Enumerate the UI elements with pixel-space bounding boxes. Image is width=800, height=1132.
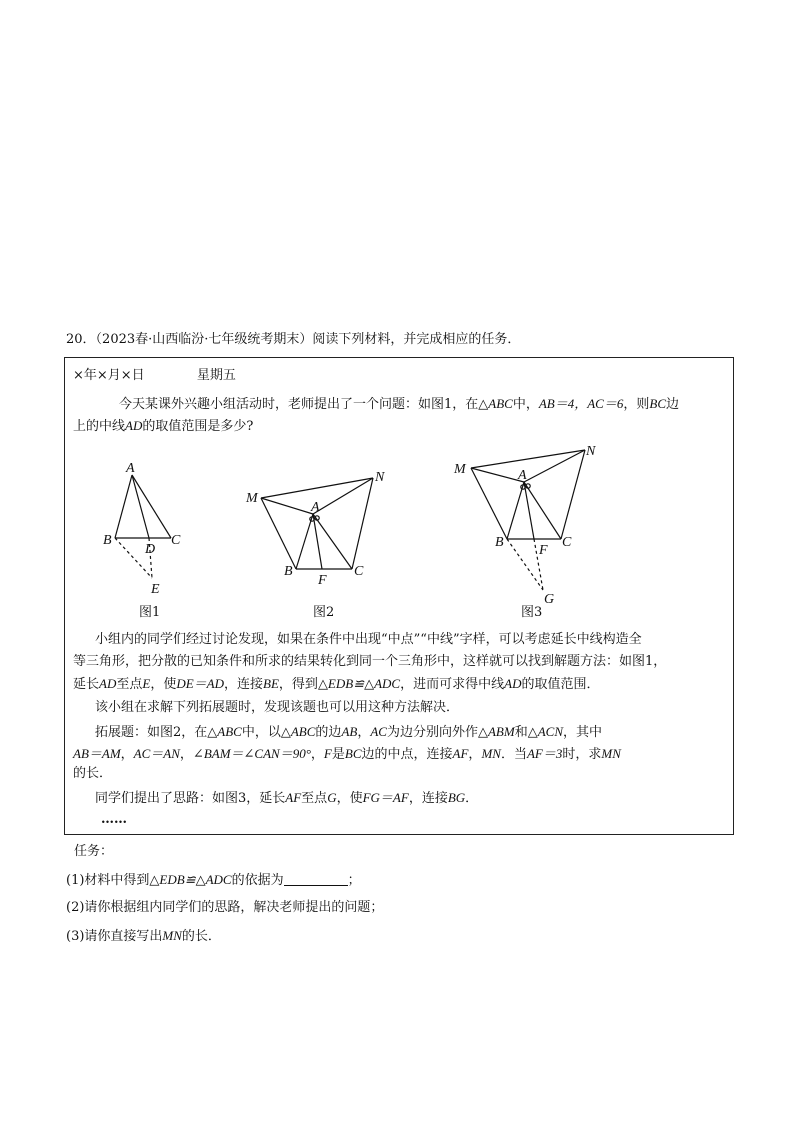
label-f: F (318, 573, 327, 588)
text: (1)材料中得到 (66, 873, 150, 888)
math: MN (601, 746, 621, 761)
paragraph-3: 该小组在求解下列拓展题时，发现该题也可以用这种方法解决． (95, 700, 460, 715)
text: 边 (666, 397, 680, 412)
material-weekday: 星期五 (196, 368, 236, 383)
text: 今天某课外兴趣小组活动时，老师提出了一个问题：如图1，在 (119, 397, 479, 412)
figure-3 (471, 450, 585, 590)
question-source: （2023春·山西临汾·七年级统考期末） (95, 332, 313, 347)
text: 和 (514, 725, 528, 740)
text: ，使 (336, 791, 363, 806)
paragraph-4-line-1 (95, 722, 602, 743)
question-number: 20． (66, 332, 96, 347)
label-a: A (311, 500, 320, 515)
question-header (66, 330, 520, 350)
math: DE＝AD (176, 676, 225, 691)
text: ，其中 (563, 725, 603, 740)
math: AB＝4，AC＝6 (538, 396, 624, 411)
text: ， (468, 747, 482, 762)
label-a: A (518, 468, 527, 483)
text: ，连接 (408, 791, 448, 806)
text: 的依据为 (231, 873, 284, 888)
math: △ABC (207, 724, 242, 739)
paragraph-4-line-3: 的长． (73, 766, 113, 781)
text: 边的中点，连接 (361, 747, 453, 762)
math: BG (447, 790, 466, 805)
text: ， (357, 725, 371, 740)
ellipsis: …… (101, 812, 127, 827)
math: △ABC (478, 396, 513, 411)
math: AD (125, 418, 143, 433)
question-instruction: 阅读下列材料，并完成相应的任务． (312, 332, 521, 347)
segment-ab (115, 475, 132, 538)
math: AB (341, 724, 358, 739)
text: 中，以 (241, 725, 281, 740)
segment-nc (352, 478, 373, 569)
label-m: M (246, 491, 258, 506)
text: 中， (512, 397, 539, 412)
segment-ma (261, 498, 313, 514)
text: ， (120, 747, 134, 762)
text: 的取值范围． (521, 677, 600, 692)
text: ． (465, 791, 479, 806)
material-date: ×年×月×日 (73, 368, 145, 383)
math: BC (649, 396, 666, 411)
text: 拓展题：如图2，在 (95, 725, 208, 740)
paragraph-2-line-2: 等三角形，把分散的已知条件和所求的结果转化到同一个三角形中，这样就可以找到解题方法：如图1， (73, 654, 667, 669)
text: 为边分别向外作 (386, 725, 478, 740)
math: AF＝3 (526, 746, 563, 761)
math: ∠BAM＝∠CAN＝90° (192, 746, 311, 761)
task-3 (66, 926, 221, 947)
math: AF (285, 790, 302, 805)
paragraph-2-line-3 (73, 674, 599, 695)
segment-ad (132, 475, 149, 538)
label-b: B (495, 535, 504, 550)
text: ，得到 (278, 677, 318, 692)
text: 上的中线 (73, 419, 126, 434)
answer-blank[interactable] (284, 871, 348, 886)
text: 同学们提出了思路：如图3，延长 (95, 791, 286, 806)
text: ，使 (150, 677, 177, 692)
text: ， (179, 747, 193, 762)
paragraph-1-line-2 (73, 416, 253, 437)
math: AB＝AM (73, 746, 121, 761)
math: △ABM (477, 724, 515, 739)
math: △ACN (527, 724, 563, 739)
figure-3-caption: 图3 (521, 605, 543, 620)
text: ； (347, 873, 361, 888)
material-box (64, 357, 734, 835)
math: △EDB≌△ADC (149, 872, 232, 887)
text: ．当 (500, 747, 527, 762)
math: △EDB≌△ADC (317, 676, 401, 691)
figure-2-caption: 图2 (313, 605, 335, 620)
segment-mb (261, 498, 296, 569)
text: 是 (331, 747, 345, 762)
math: AD (504, 676, 522, 691)
segment-ab (296, 514, 313, 569)
text: 的取值范围是多少? (142, 419, 254, 434)
math: G (327, 790, 337, 805)
math: FG＝AF (362, 790, 409, 805)
label-b: B (103, 533, 112, 548)
segment-ma (471, 468, 524, 482)
label-c: C (562, 535, 572, 550)
segment-ac (313, 514, 352, 569)
math: AC＝AN (133, 746, 180, 761)
label-c: C (354, 564, 364, 579)
figure-1 (115, 475, 171, 578)
math: MN (481, 746, 501, 761)
segment-bg (507, 539, 543, 590)
text: 延长 (73, 677, 100, 692)
math: E (142, 676, 151, 691)
material-date-line (73, 366, 236, 386)
segment-ac (132, 475, 171, 538)
math: MN (162, 928, 182, 943)
segment-mb (471, 468, 507, 539)
task-2: (2)请你根据组内同学们的思路，解决老师提出的问题； (66, 900, 384, 915)
math: F (323, 746, 332, 761)
segment-af (313, 514, 322, 569)
text: ，进而可求得中线 (400, 677, 505, 692)
label-g: G (544, 592, 555, 607)
math: BC (344, 746, 362, 761)
text: 的边 (315, 725, 342, 740)
tasks-title: 任务： (74, 844, 114, 859)
text: ，则 (623, 397, 650, 412)
text: 至点 (301, 791, 328, 806)
math: △ABC (280, 724, 316, 739)
figure-1-caption: 图1 (139, 605, 161, 620)
text: 时，求 (562, 747, 602, 762)
math: AF (452, 746, 469, 761)
label-a: A (126, 461, 135, 476)
segment-ab (507, 482, 524, 539)
segment-nc (561, 450, 585, 539)
text: ， (310, 747, 324, 762)
math: AC (370, 724, 387, 739)
paragraph-1-line-1 (119, 394, 679, 415)
label-n: N (586, 444, 596, 459)
label-m: M (454, 462, 466, 477)
figure-2 (261, 478, 373, 569)
text: ，连接 (224, 677, 264, 692)
label-f: F (539, 543, 548, 558)
paragraph-5 (95, 788, 478, 809)
text: (3)请你直接写出 (66, 929, 163, 944)
label-c: C (171, 533, 181, 548)
text: 至点 (116, 677, 143, 692)
paragraph-2-line-1: 小组内的同学们经过讨论发现，如果在条件中出现“中点”“中线”字样，可以考虑延长中线构造全 (95, 632, 642, 647)
label-d: D (145, 542, 156, 557)
label-e: E (151, 582, 160, 597)
figures (65, 438, 733, 628)
paragraph-4-line-2 (73, 744, 621, 765)
task-1 (66, 870, 361, 891)
math: BE (263, 676, 279, 691)
math: AD (99, 676, 117, 691)
label-n: N (375, 470, 385, 485)
label-b: B (284, 564, 293, 579)
text: 的长． (181, 929, 221, 944)
